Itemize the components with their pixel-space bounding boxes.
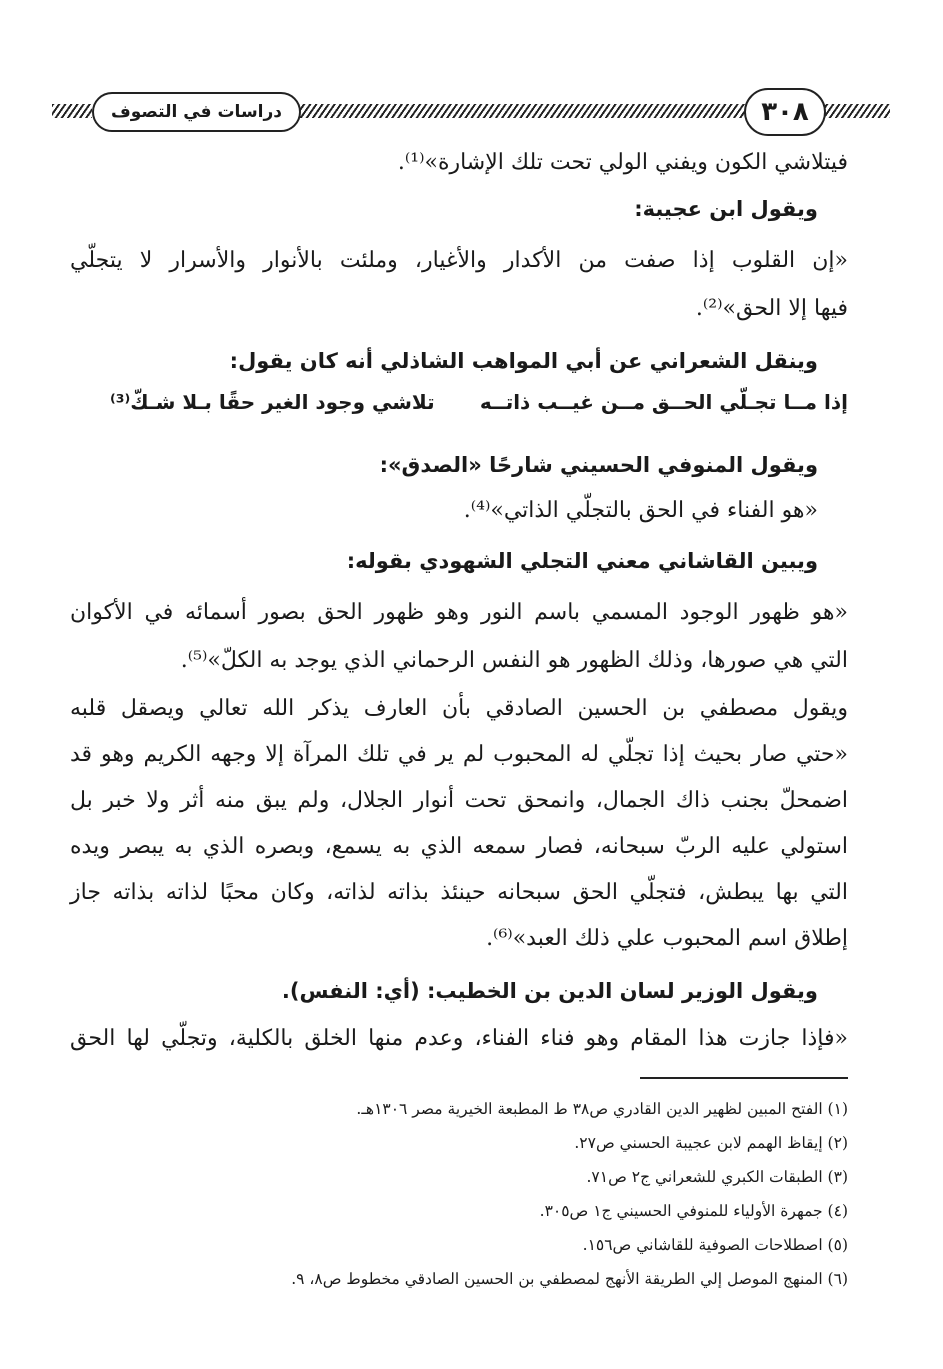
footnote-item: (٤) جمهرة الأولياء للمنوفي الحسيني ج١ ص٣٠٥. [539,1202,848,1220]
body-line: «حتي صار بحيث إذا تجلّي له المحبوب لم ير في تلك المرآة إلا وجهه الكريم وهو قد [70,742,848,767]
header-ornament-right [820,104,890,118]
body-line: فيتلاشي الكون ويفني الولي تحت تلك الإشارة»⁽¹⁾. [397,150,848,175]
page-header [52,86,890,138]
footnote-item: (١) الفتح المبين لظهير الدين القادري ص٣٨ ط المطبعة الخيرية مصر ١٣٠٦هـ. [356,1100,848,1118]
body-line: التي هي صورها، وذلك الظهور هو النفس الرحماني الذي يوجد به الكلّ»⁽⁵⁾. [180,648,848,673]
body-line: وينقل الشعراني عن أبي المواهب الشاذلي أنه كان يقول: [229,349,818,373]
body-line: ويقول ابن عجيبة: [634,197,818,221]
body-line: اضمحلّ بجنب ذاك الجمال، وانمحق تحت أنوار الجلال، ولم يبق منه أثر ولا خبر بل [70,788,848,813]
body-line: «هو ظهور الوجود المسمي باسم النور وهو ظهور الحق بصور أسمائه في الأكوان [70,600,848,625]
verse-second-hemistich: تلاشي وجود الغير حقًا بـلا شـكّ⁽³⁾ [110,390,435,414]
body-line: استولي عليه الربّ سبحانه، فصار سمعه الذي به يسمع، وبصره الذي به يبصر ويده [70,834,848,859]
body-line: فيها إلا الحق»⁽²⁾. [695,296,848,321]
footnote-item: (٦) المنهج الموصل إلي الطريقة الأنهج لمصطفي بن الحسين الصادقي مخطوط ص٨، ٩. [291,1270,848,1288]
footnote-item: (٢) إيقاظ الهمم لابن عجيبة الحسني ص٢٧. [574,1134,848,1152]
body-line: إطلاق اسم المحبوب علي ذلك العبد»⁽⁶⁾. [486,926,848,951]
footnote-separator [640,1077,848,1079]
body-line: ويقول الوزير لسان الدين بن الخطيب: (أي: النفس). [281,979,818,1003]
footnote-item: (٣) الطبقات الكبري للشعراني ج٢ ص٧١. [586,1168,848,1186]
book-title: دراسات في التصوف [92,92,301,132]
body-line: «فإذا جازت هذا المقام وهو فناء الفناء، وعدم منها الخلق بالكلية، وتجلّي لها الحق [70,1026,848,1051]
verse-first-hemistich: إذا مــا تجـلّي الحــق مــن غيــب ذاتــه [479,390,848,414]
body-line: «هو الفناء في الحق بالتجلّي الذاتي»⁽⁴⁾. [463,498,818,523]
page-number: ٣٠٨ [744,88,826,136]
body-line: ويقول مصطفي بن الحسين الصادقي بأن العارف يذكر الله تعالي ويصقل قلبه [70,696,848,721]
body-line: «إن القلوب إذا صفت من الأكدار والأغيار، وملئت بالأنوار والأسرار لا يتجلّي [70,248,848,273]
header-ornament-left [52,104,92,118]
body-line: التي بها يبطش، فتجلّي الحق سبحانه حينئذ بذاته لذاته، وكان محبًا لذاته بذاته جاز [70,880,848,905]
header-ornament-middle [297,104,747,118]
footnote-item: (٥) اصطلاحات الصوفية للقاشاني ص١٥٦. [582,1236,848,1254]
body-line: ويبين القاشاني معني التجلي الشهودي بقوله: [346,549,818,573]
poetry-verse [70,390,848,424]
body-line: ويقول المنوفي الحسيني شارحًا «الصدق»: [379,453,818,477]
